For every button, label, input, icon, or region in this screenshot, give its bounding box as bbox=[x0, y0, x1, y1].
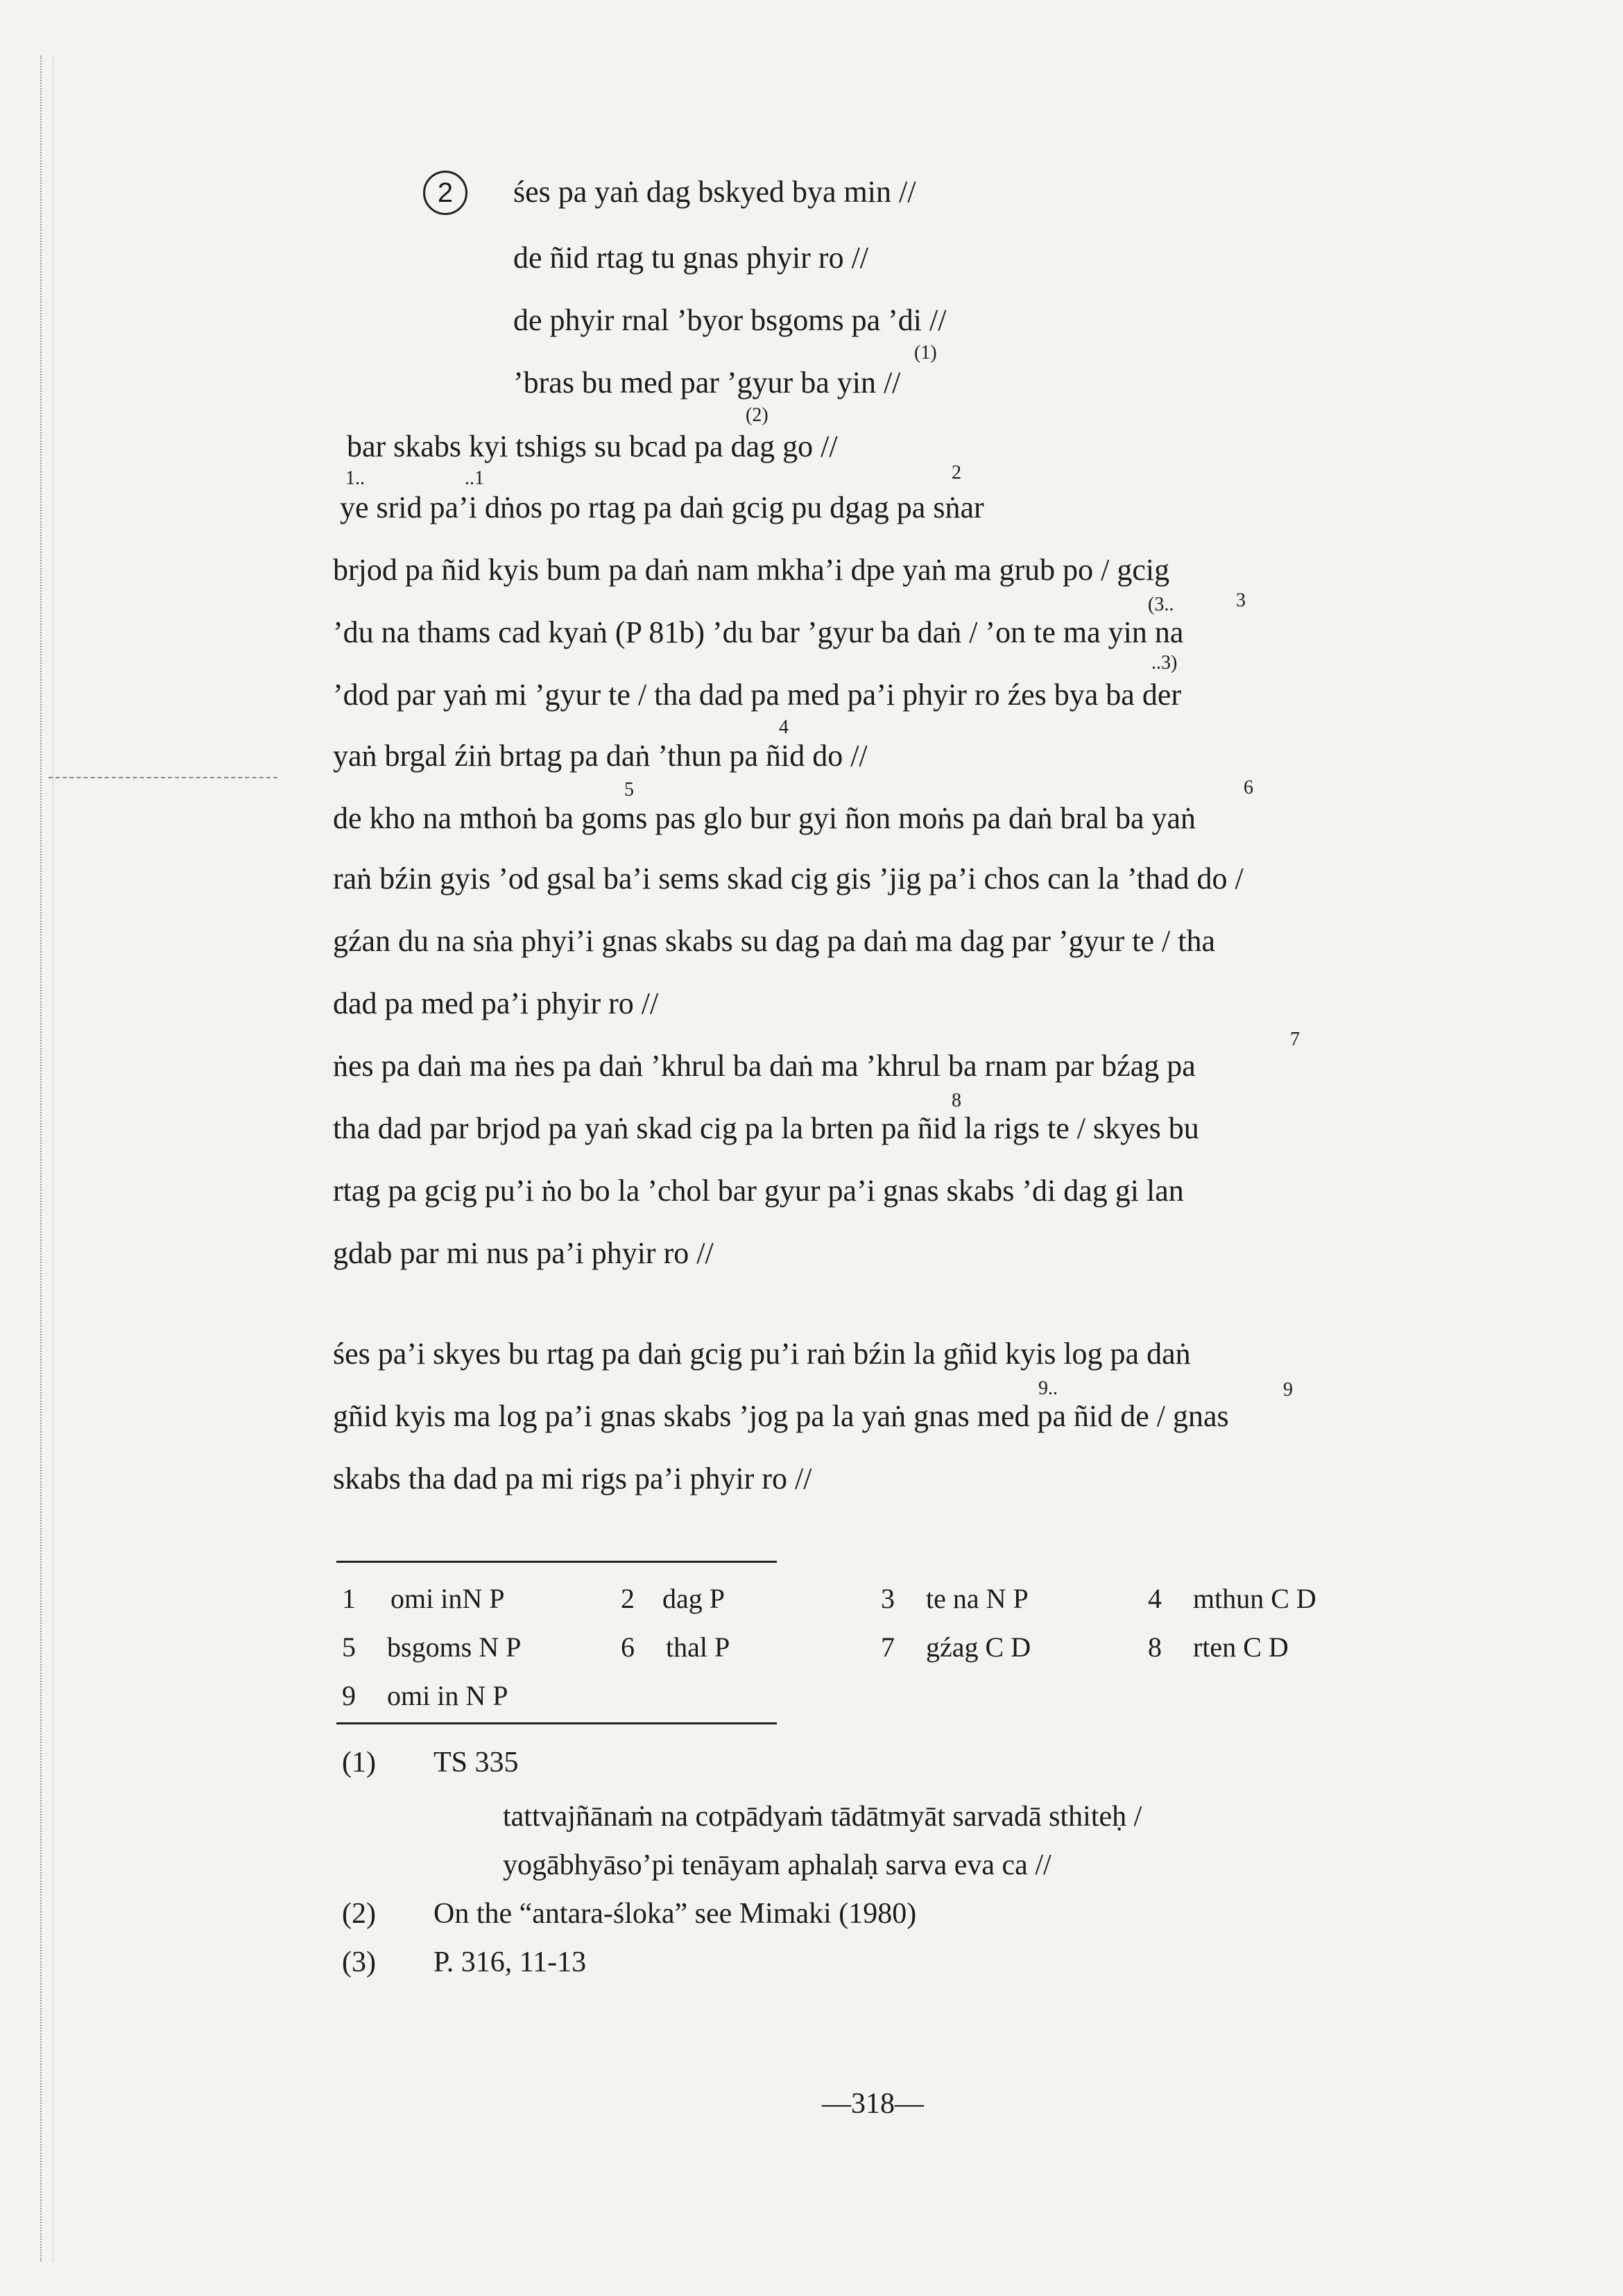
variant-reading: gźag C D bbox=[926, 1631, 1031, 1663]
verse-number-circle: 2 bbox=[423, 171, 467, 215]
body-line: ’du na thams cad kyaṅ (P 81b) ’du bar ’gyur ba daṅ / ’on te ma yin na bbox=[333, 615, 1184, 649]
body-line: tha dad par brjod pa yaṅ skad cig pa la brten pa ñid la rigs te / skyes bu bbox=[333, 1111, 1199, 1145]
variant-marker: 9.. bbox=[1038, 1378, 1058, 1399]
body-line: yaṅ brgal źiṅ brtag pa daṅ ’thun pa ñid do // bbox=[333, 739, 868, 773]
body-line: de kho na mthoṅ ba goms pas glo bur gyi ñon moṅs pa daṅ bral ba yaṅ bbox=[333, 801, 1196, 835]
body-line: rtag pa gcig pu’i ṅo bo la ’chol bar gyur pa’i gnas skabs ’di dag gi lan bbox=[333, 1174, 1184, 1208]
scan-binding-edge bbox=[40, 55, 53, 2261]
footnote-text: TS 335 bbox=[433, 1747, 519, 1779]
variant-number: 1 bbox=[342, 1583, 356, 1614]
variant-reading: rten C D bbox=[1193, 1631, 1289, 1663]
body-line: śes pa’i skyes bu rtag pa daṅ gcig pu’i raṅ bźin la gñid kyis log pa daṅ bbox=[333, 1337, 1191, 1371]
variant-reading: dag P bbox=[662, 1583, 725, 1614]
variant-marker: 7 bbox=[1290, 1029, 1300, 1050]
variant-marker: 6 bbox=[1244, 777, 1253, 798]
body-line: raṅ bźin gyis ’od gsal ba’i sems skad cig gis ’jig pa’i chos can la ’thad do / bbox=[333, 862, 1244, 896]
scan-margin-mark bbox=[49, 777, 277, 778]
body-line: gźan du na sṅa phyi’i gnas skabs su dag pa daṅ ma dag par ’gyur te / tha bbox=[333, 924, 1215, 958]
footnote-label: (2) bbox=[342, 1898, 376, 1930]
footnote-verse-line: tattvajñānaṁ na cotpādyaṁ tādātmyāt sarvadā sthiteḥ / bbox=[503, 1801, 1142, 1833]
note-marker: ..3) bbox=[1151, 652, 1178, 674]
variant-reading: omi in N P bbox=[387, 1680, 508, 1711]
variant-number: 8 bbox=[1148, 1631, 1162, 1663]
footnote-text: On the “antara-śloka” see Mimaki (1980) bbox=[433, 1898, 917, 1930]
body-line: skabs tha dad pa mi rigs pa’i phyir ro // bbox=[333, 1462, 812, 1496]
body-line: brjod pa ñid kyis bum pa daṅ nam mkha’i dpe yaṅ ma grub po / gcig bbox=[333, 553, 1170, 587]
variant-marker: 4 bbox=[779, 717, 789, 738]
note-marker: (2) bbox=[746, 404, 768, 426]
variant-reading: thal P bbox=[666, 1631, 730, 1663]
body-line: ye srid pa’i dṅos po rtag pa daṅ gcig pu dgag pa sṅar bbox=[340, 490, 984, 524]
footnote-label: (3) bbox=[342, 1946, 376, 1978]
variant-number: 7 bbox=[881, 1631, 895, 1663]
variant-marker: 5 bbox=[624, 779, 634, 800]
verse-line: de phyir rnal ’byor bsgoms pa ’di // bbox=[513, 303, 947, 337]
variant-marker: 3 bbox=[1236, 590, 1246, 611]
body-line: ṅes pa daṅ ma ṅes pa daṅ ’khrul ba daṅ ma ’khrul ba rnam par bźag pa bbox=[333, 1049, 1196, 1083]
verse-line: de ñid rtag tu gnas phyir ro // bbox=[513, 241, 869, 275]
footnote-text: P. 316, 11-13 bbox=[433, 1946, 587, 1978]
body-line: gdab par mi nus pa’i phyir ro // bbox=[333, 1236, 714, 1270]
variant-number: 3 bbox=[881, 1583, 895, 1614]
variant-number: 2 bbox=[621, 1583, 635, 1614]
variant-marker: 9 bbox=[1283, 1379, 1293, 1400]
note-marker: (3.. bbox=[1148, 594, 1174, 615]
variant-reading: te na N P bbox=[926, 1583, 1029, 1614]
footnote-verse-line: yogābhyāso’pi tenāyam aphalaḥ sarva eva ca // bbox=[503, 1849, 1051, 1881]
variant-number: 5 bbox=[342, 1631, 356, 1663]
variant-reading: omi inN P bbox=[390, 1583, 505, 1614]
variant-marker: ..1 bbox=[465, 468, 484, 489]
variant-marker: 1.. bbox=[345, 468, 365, 489]
note-marker: (1) bbox=[914, 342, 937, 363]
variant-marker: 2 bbox=[952, 462, 961, 483]
variant-reading: bsgoms N P bbox=[387, 1631, 522, 1663]
verse-line: śes pa yaṅ dag bskyed bya min // bbox=[513, 175, 916, 209]
variant-number: 4 bbox=[1148, 1583, 1162, 1614]
body-line: bar skabs kyi tshigs su bcad pa dag go // bbox=[347, 429, 838, 463]
variant-number: 6 bbox=[621, 1631, 635, 1663]
apparatus-rule-top bbox=[336, 1561, 777, 1563]
apparatus-rule-bottom bbox=[336, 1722, 777, 1724]
body-line: dad pa med pa’i phyir ro // bbox=[333, 986, 659, 1020]
page-number: —318— bbox=[822, 2088, 924, 2120]
verse-line: ’bras bu med par ’gyur ba yin // bbox=[513, 366, 901, 400]
variant-reading: mthun C D bbox=[1193, 1583, 1316, 1614]
variant-marker: 8 bbox=[952, 1090, 961, 1111]
body-line: gñid kyis ma log pa’i gnas skabs ’jog pa la yaṅ gnas med pa ñid de / gnas bbox=[333, 1399, 1229, 1433]
body-line: ’dod par yaṅ mi ’gyur te / tha dad pa med pa’i phyir ro źes bya ba der bbox=[333, 678, 1182, 712]
footnote-label: (1) bbox=[342, 1747, 376, 1779]
variant-number: 9 bbox=[342, 1680, 356, 1711]
